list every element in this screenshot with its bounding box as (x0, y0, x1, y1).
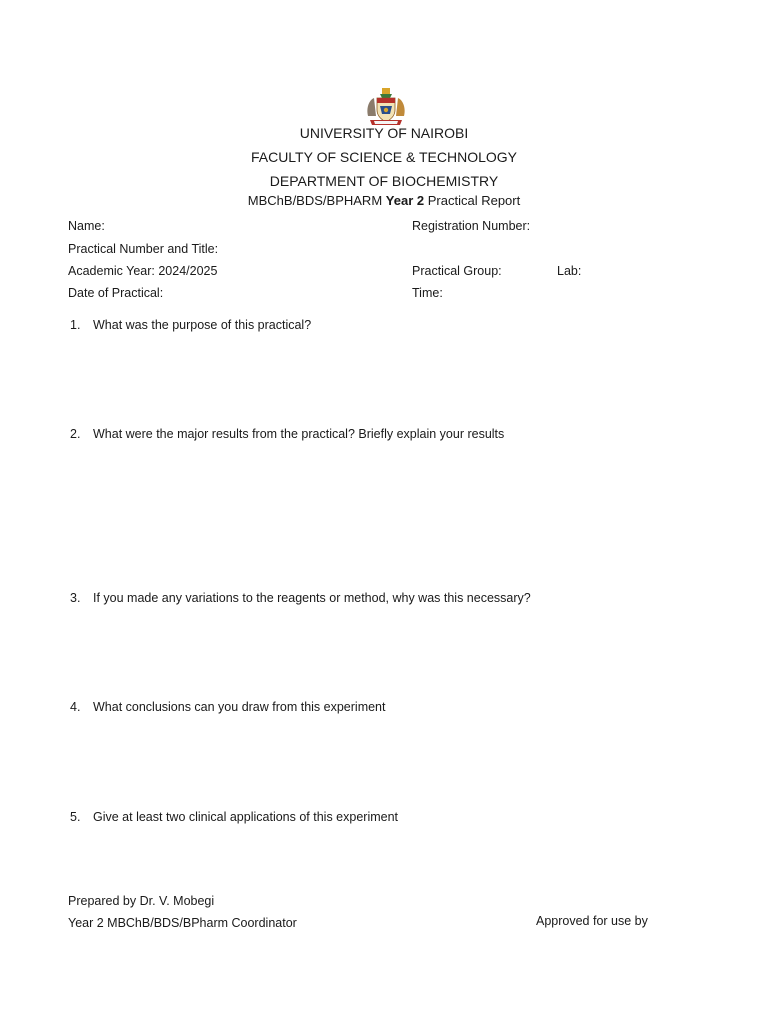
department-title: DEPARTMENT OF BIOCHEMISTRY (269, 173, 499, 189)
question-number: 4. (70, 700, 81, 714)
academic-year-label: Academic Year: 2024/2025 (68, 264, 218, 278)
practical-title-label: Practical Number and Title: (68, 242, 219, 256)
question-number: 3. (70, 591, 81, 605)
question-1 (0, 318, 768, 336)
registration-label: Registration Number: (412, 219, 531, 233)
question-text: What was the purpose of this practical? (93, 318, 312, 332)
question-number: 1. (70, 318, 81, 332)
program-prefix: MBChB/BDS/BPHARM (247, 193, 383, 208)
prepared-by: Prepared by Dr. V. Mobegi (68, 894, 215, 908)
lab-label: Lab: (557, 264, 582, 278)
question-number: 2. (70, 427, 81, 441)
question-5 (0, 810, 768, 828)
question-text: If you made any variations to the reagents or method, why was this necessary? (93, 591, 531, 605)
university-crest-icon (364, 86, 408, 126)
question-2 (0, 427, 768, 445)
question-text: What conclusions can you draw from this experiment (93, 700, 386, 714)
question-text: What were the major results from the practical? Briefly explain your results (93, 427, 505, 441)
time-label: Time: (412, 286, 443, 300)
question-number: 5. (70, 810, 81, 824)
report-subtitle (0, 193, 768, 208)
program-suffix: Practical Report (427, 193, 521, 208)
name-label: Name: (68, 219, 105, 233)
coordinator-title: Year 2 MBChB/BDS/BPharm Coordinator (68, 916, 297, 930)
question-3 (0, 591, 768, 609)
approved-for-use: Approved for use by (536, 914, 648, 928)
question-4 (0, 700, 768, 718)
university-title: UNIVERSITY OF NAIROBI (299, 125, 469, 141)
program-year: Year 2 (385, 193, 425, 208)
faculty-title: FACULTY OF SCIENCE & TECHNOLOGY (250, 149, 518, 165)
date-label: Date of Practical: (68, 286, 164, 300)
question-text: Give at least two clinical applications of this experiment (93, 810, 399, 824)
practical-group-label: Practical Group: (412, 264, 502, 278)
